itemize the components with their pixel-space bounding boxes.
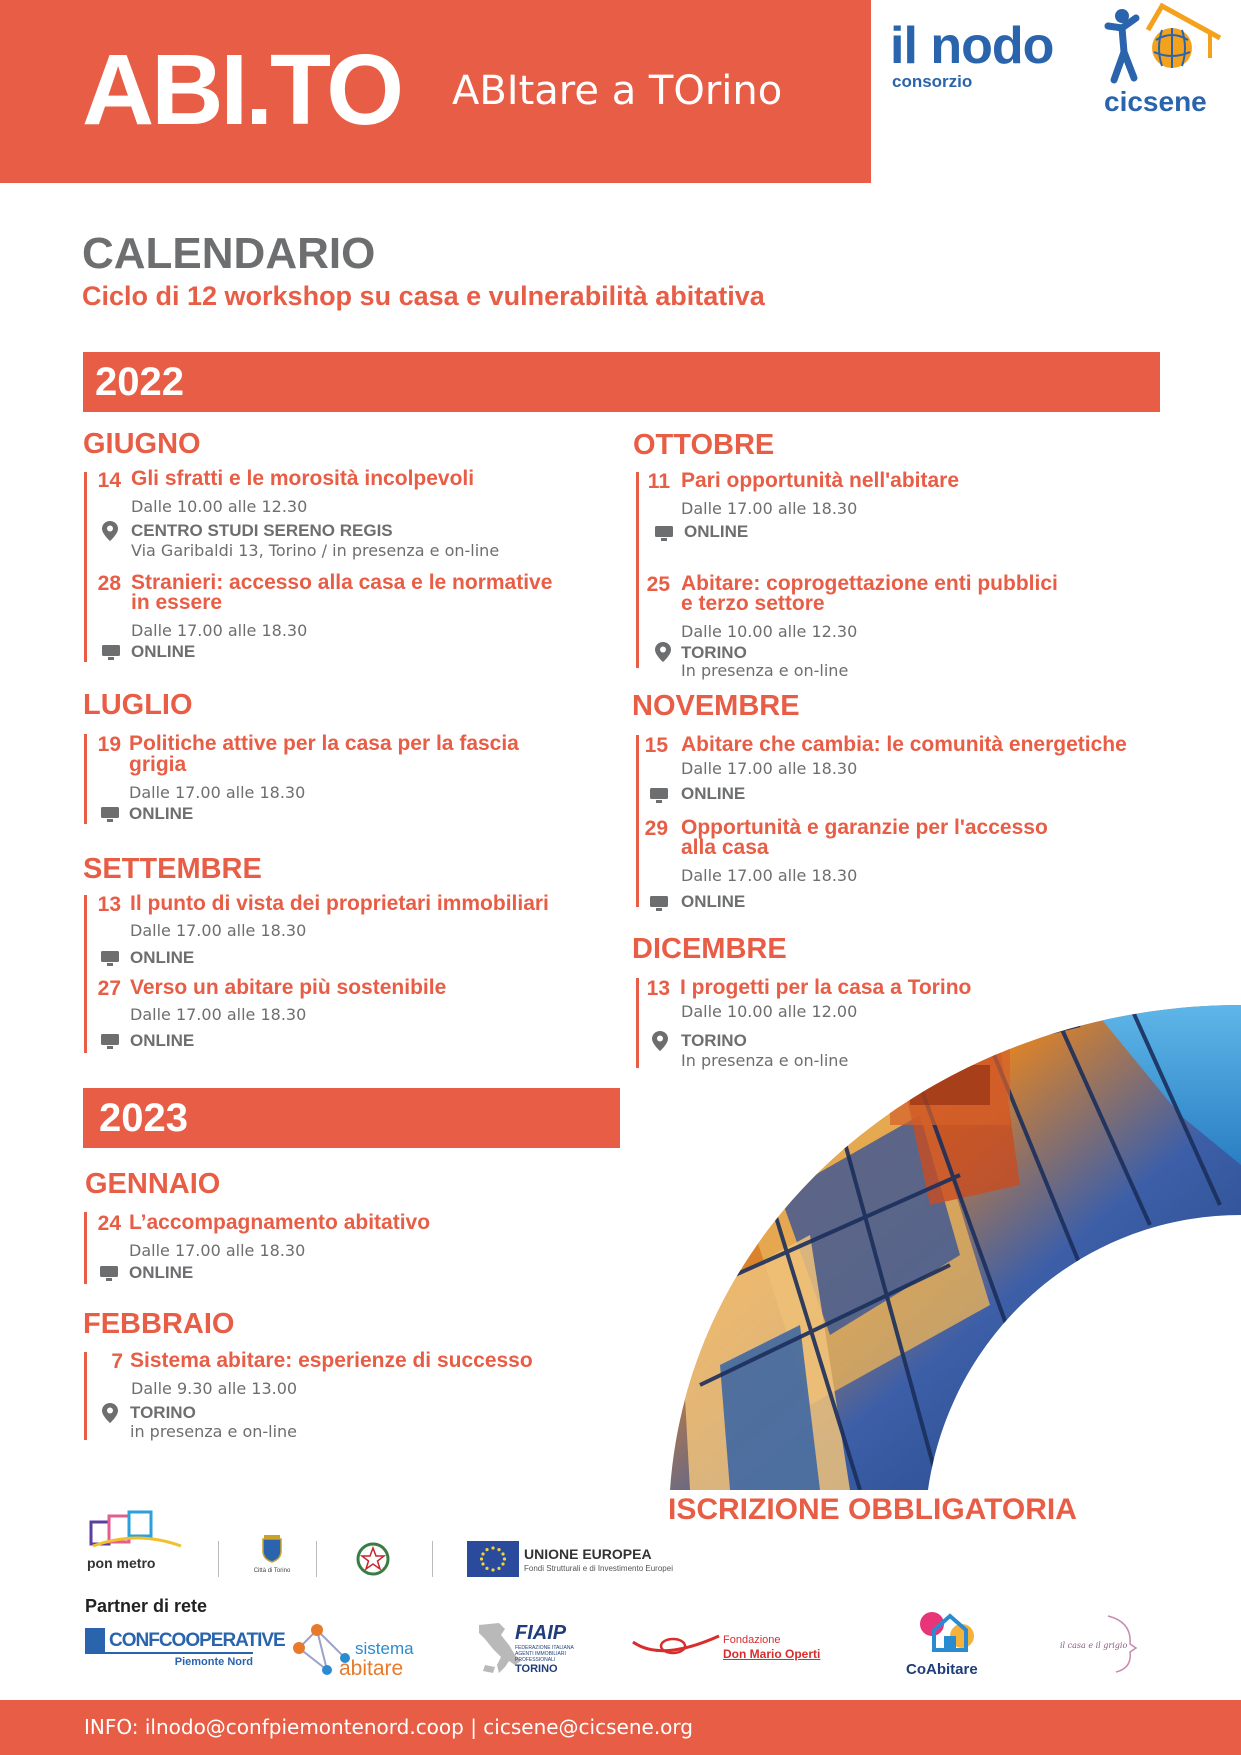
confcooperative-logo [85,1628,285,1670]
event-place: ONLINE [130,1031,195,1050]
event-title-cont: grigia [129,753,187,776]
event-day: 7 [111,1350,123,1373]
event-place: CENTRO STUDI SERENO REGIS [131,521,393,540]
ilnodo-logo-sub: consorzio [892,72,973,91]
event-note: In presenza e on-line [681,1051,849,1070]
cicsene-logo-name: cicsene [1104,86,1207,117]
coabitare-logo [902,1606,1002,1680]
fondazione-swoosh-icon [631,1628,721,1664]
event-title-cont: in essere [131,591,223,614]
fiaip-logo [475,1621,590,1677]
fiaip-sub: FEDERAZIONE ITALIANA AGENTI IMMOBILIARI PROFESSIONALI [515,1645,574,1663]
logo-separator [316,1541,317,1577]
event-time: Dalle 17.00 alle 18.30 [129,783,306,802]
month-gennaio: GENNAIO [85,1168,221,1200]
brand-subtitle: ABItare a TOrino [452,68,783,114]
event-day: 15 [644,734,668,757]
eu-title: UNIONE EUROPEA [524,1546,652,1562]
event-day: 28 [97,572,121,595]
event-time: Dalle 17.00 alle 18.30 [129,1241,306,1260]
event-title: Opportunità e garanzie per l'accesso [681,816,1048,839]
event-place: ONLINE [681,892,746,911]
event-place: ONLINE [131,642,196,661]
month-settembre: SETTEMBRE [83,853,262,885]
pin-icon [102,1403,118,1423]
month-febbraio: FEBBRAIO [83,1308,235,1340]
event-time: Dalle 17.00 alle 18.30 [681,866,858,885]
event-time: Dalle 17.00 alle 18.30 [131,621,308,640]
torino-crest-icon [261,1535,283,1563]
calendar-subtitle: Ciclo di 12 workshop su casa e vulnerabilità abitativa [82,281,765,311]
logo-separator [432,1541,433,1577]
coabitare-houses-icon [916,1606,980,1656]
event-title: Abitare: coprogettazione enti pubblici [681,572,1058,595]
month-divider [636,472,639,668]
event-time: Dalle 9.30 alle 13.00 [131,1379,298,1398]
event-title: Abitare che cambia: le comunità energetiche [681,733,1127,756]
event-title: Stranieri: accesso alla casa e le normative [131,571,553,594]
event-title: Politiche attive per la casa per la fascia [129,732,519,755]
month-divider [84,472,87,662]
citta-torino-logo [244,1535,300,1579]
event-title: Pari opportunità nell'abitare [681,469,960,492]
abitare-text: abitare [339,1657,404,1680]
event-note: in presenza e on-line [130,1422,298,1441]
fiaip-city: TORINO [515,1663,558,1675]
event-time: Dalle 10.00 alle 12.00 [681,1002,858,1021]
monitor-icon [655,526,673,541]
building-photo-arc [660,1002,1241,1490]
pin-icon [655,642,671,662]
month-dicembre: DICEMBRE [632,933,787,965]
event-title: L’accompagnamento abitativo [129,1211,431,1234]
event-day: 19 [97,733,121,756]
partners-label: Partner di rete [85,1596,208,1616]
year-band-2023: 2023 [83,1088,620,1148]
sistema-abitare-logo [287,1618,417,1680]
calendar-title: CALENDARIO [82,229,376,278]
event-title: Gli sfratti e le morosità incolpevoli [131,467,475,490]
cicsene-emblem-icon [1100,0,1230,90]
monitor-icon [102,645,120,660]
cicsene-logo [1100,0,1230,120]
monitor-icon [650,788,668,803]
month-giugno: GIUGNO [83,428,201,460]
month-luglio: LUGLIO [83,689,193,721]
event-day: 29 [644,817,668,840]
event-place: TORINO [130,1403,196,1422]
event-place: TORINO [681,1031,747,1050]
fondazione-label: Fondazione [723,1634,781,1646]
event-place: ONLINE [129,804,194,823]
event-note: Via Garibaldi 13, Torino / in presenza e on-line [131,541,500,560]
event-time: Dalle 17.00 alle 18.30 [130,921,307,940]
event-title: Sistema abitare: esperienze di successo [130,1349,533,1372]
event-time: Dalle 17.00 alle 18.30 [130,1005,307,1024]
event-place: ONLINE [129,1263,194,1282]
fondazione-operti-logo [631,1628,827,1668]
event-place: ONLINE [130,948,195,967]
event-title: Verso un abitare più sostenibile [130,976,447,999]
event-day: 13 [97,893,121,916]
event-title-cont: e terzo settore [681,592,825,615]
sistema-text: sistema [355,1639,414,1658]
monitor-icon [101,951,119,966]
month-divider [84,895,87,1053]
coabitare-name: CoAbitare [906,1661,978,1678]
eu-flag-icon [467,1541,519,1577]
registration-notice: ISCRIZIONE OBBLIGATORIA [668,1493,1077,1526]
event-title-cont: alla casa [681,836,769,859]
event-time: Dalle 17.00 alle 18.30 [681,499,858,518]
event-place: ONLINE [684,522,749,541]
event-place: ONLINE [681,784,746,803]
ilnodo-logo-name: il nodo [890,17,1054,75]
eu-subtitle: Fondi Strutturali e di Investimento Europei [524,1564,673,1573]
confcooperative-underline [85,1652,253,1654]
month-novembre: NOVEMBRE [632,690,800,722]
monitor-icon [100,1266,118,1281]
casa-grigio-text: il casa e il grigio [1060,1641,1128,1650]
event-day: 24 [97,1212,121,1235]
event-day: 14 [97,469,121,492]
monitor-icon [650,896,668,911]
ponmetro-logo-text: pon metro [87,1555,156,1571]
ponmetro-logo [87,1508,187,1574]
event-time: Dalle 17.00 alle 18.30 [681,759,858,778]
event-day: 25 [646,573,670,596]
fondazione-name: Don Mario Operti [723,1647,821,1661]
ilnodo-logo [890,17,1080,100]
confcooperative-mark-icon [85,1628,105,1654]
event-time: Dalle 10.00 alle 12.30 [131,497,308,516]
event-day: 27 [97,977,121,1000]
year-band-2022: 2022 [83,352,1160,412]
monitor-icon [101,807,119,822]
event-place: TORINO [681,643,747,662]
citta-torino-text: Città di Torino [253,1568,291,1574]
logo-separator [218,1541,219,1577]
casa-grigio-logo [1058,1612,1142,1676]
confcooperative-sub: Piemonte Nord [174,1656,253,1668]
monitor-icon [101,1034,119,1049]
event-title: Il punto di vista dei proprietari immobiliari [130,892,549,915]
fiaip-name: FIAIP [515,1622,567,1644]
brand-title: ABI.TO [82,34,402,146]
italian-republic-emblem-icon [355,1541,391,1577]
event-title: I progetti per la casa a Torino [680,976,972,999]
month-ottobre: OTTOBRE [633,429,775,461]
event-day: 11 [647,470,670,493]
confcooperative-name: CONFCOOPERATIVE [109,1630,285,1651]
event-note: In presenza e on-line [681,661,849,680]
event-day: 13 [646,977,670,1000]
footer-contact-info: INFO: ilnodo@confpiemontenord.coop | cicsene@cicsene.org [84,1715,693,1739]
event-time: Dalle 10.00 alle 12.30 [681,622,858,641]
pin-icon [102,521,118,541]
ponmetro-emblem-icon [87,1508,187,1552]
